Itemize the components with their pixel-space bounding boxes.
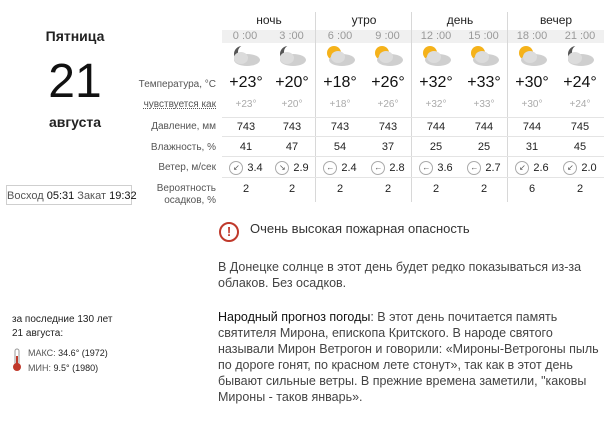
time-cell: 3 :00 <box>268 30 315 43</box>
label-precip-line1: Вероятность <box>156 183 216 194</box>
wind <box>556 161 604 175</box>
pressure: 745 <box>570 121 590 133</box>
row-divider <box>222 177 604 178</box>
wind-speed: 2.9 <box>293 161 309 174</box>
precip-probability: 2 <box>480 183 488 195</box>
pressure: 744 <box>426 121 446 133</box>
wind-direction-icon: ← <box>467 161 481 175</box>
history-min <box>28 363 98 373</box>
time-cell: 21 :00 <box>556 30 604 43</box>
precip-probability: 2 <box>432 183 440 195</box>
feels-like: +32° <box>425 99 447 110</box>
label-precip-line2: осадков, % <box>164 195 216 206</box>
temperature: +32° <box>419 74 453 91</box>
label-wind: Ветер, м/сек <box>158 162 216 173</box>
feels-like: +30° <box>521 99 543 110</box>
humidity: 41 <box>239 141 253 153</box>
row-divider <box>222 117 604 118</box>
history-max-label: МАКС: <box>28 348 56 358</box>
wind-speed: 2.4 <box>341 161 357 174</box>
precip-probability: 2 <box>576 183 584 195</box>
sunset-time: 19:32 <box>109 190 137 202</box>
humidity: 54 <box>333 141 347 153</box>
humidity: 31 <box>525 141 539 153</box>
moon-cloudy-icon <box>271 43 311 69</box>
label-humidity: Влажность, % <box>150 142 216 153</box>
period-evening: вечер <box>539 13 573 27</box>
history-min-value: 9.5° (1980) <box>53 363 99 373</box>
pressure: 743 <box>378 121 398 133</box>
folk-forecast-title: Народный прогноз погоды <box>218 310 371 324</box>
temperature: +20° <box>275 74 309 91</box>
wind-direction-icon: ↙ <box>515 161 529 175</box>
precip-probability: 6 <box>528 183 536 195</box>
pressure: 743 <box>330 121 350 133</box>
pressure: 743 <box>236 121 256 133</box>
humidity: 25 <box>429 141 443 153</box>
label-temperature: Температура, °С <box>138 79 216 90</box>
feels-like: +24° <box>569 99 591 110</box>
wind-direction-icon: ← <box>323 161 337 175</box>
sun-cloudy-icon <box>415 43 455 69</box>
label-pressure: Давление, мм <box>151 121 216 132</box>
wind-speed: 2.7 <box>485 161 501 174</box>
period-morning: утро <box>351 13 377 27</box>
precip-probability: 2 <box>288 183 296 195</box>
day-number: 21 <box>48 55 102 108</box>
sunset-label: Закат <box>77 190 107 202</box>
folk-forecast <box>218 309 600 405</box>
temperature: +33° <box>467 74 501 91</box>
history-max-value: 34.6° (1972) <box>58 348 108 358</box>
wind <box>364 161 412 175</box>
thermometer-icon <box>12 348 22 372</box>
feels-like: +33° <box>473 99 495 110</box>
temperature: +23° <box>229 74 263 91</box>
precip-probability: 2 <box>242 183 250 195</box>
pressure: 743 <box>282 121 302 133</box>
wind-speed: 2.0 <box>581 161 597 174</box>
sun-cloudy-icon <box>463 43 503 69</box>
row-divider <box>222 156 604 157</box>
wind-direction-icon: ↘ <box>275 161 289 175</box>
wind-direction-icon: ← <box>371 161 385 175</box>
temperature: +24° <box>563 74 597 91</box>
sun-times <box>6 185 137 205</box>
period-night: ночь <box>256 13 282 27</box>
sun-cloudy-icon <box>511 43 551 69</box>
feels-like: +20° <box>281 99 303 110</box>
history-max <box>28 348 108 358</box>
time-cell: 15 :00 <box>460 30 507 43</box>
time-cell: 0 :00 <box>222 30 268 43</box>
period-day: день <box>446 13 474 27</box>
wind <box>268 161 316 175</box>
time-cell: 18 :00 <box>508 30 556 43</box>
temperature: +26° <box>371 74 405 91</box>
history-min-label: МИН: <box>28 363 51 373</box>
precip-probability: 2 <box>336 183 344 195</box>
temperature: +18° <box>323 74 357 91</box>
wind <box>412 161 460 175</box>
feels-like: +23° <box>235 99 257 110</box>
folk-forecast-text: : В этот день почитается память святителя Мирона, епископа Критского. В народе святого называли Мирон Ветрогон и говорили: «Мироны-Ветрогоны пыль по дороге гонят, по красном лете стонут», так как в этот день бывают сильные ветры. В прежние времена заметили, "каковы Мироны - таков январь». <box>218 310 599 404</box>
sun-cloudy-icon <box>319 43 359 69</box>
wind-speed: 3.6 <box>437 161 453 174</box>
wind <box>508 161 556 175</box>
feels-like: +18° <box>329 99 351 110</box>
history-date: 21 августа: <box>12 328 64 339</box>
pressure: 744 <box>522 121 542 133</box>
label-precip <box>130 183 216 207</box>
wind-speed: 2.8 <box>389 161 405 174</box>
humidity: 25 <box>477 141 491 153</box>
wind-speed: 3.4 <box>247 161 263 174</box>
sunrise-time: 05:31 <box>46 190 75 202</box>
feels-like: +26° <box>377 99 399 110</box>
humidity: 45 <box>573 141 587 153</box>
sun-cloudy-icon <box>367 43 407 69</box>
month: августа <box>48 114 102 130</box>
temperature: +30° <box>515 74 549 91</box>
wind <box>222 161 270 175</box>
humidity: 37 <box>381 141 395 153</box>
time-cell: 12 :00 <box>412 30 460 43</box>
label-feels-like[interactable]: чувствуется как <box>143 99 216 110</box>
row-divider <box>222 136 604 137</box>
humidity: 47 <box>285 141 299 153</box>
moon-cloudy-icon <box>225 43 265 69</box>
history-caption: за последние 130 лет <box>12 314 113 325</box>
wind <box>316 161 364 175</box>
time-cell: 9 :00 <box>364 30 411 43</box>
wind-direction-icon: ↙ <box>229 161 243 175</box>
wind <box>460 161 508 175</box>
time-cell: 6 :00 <box>316 30 364 43</box>
wind-direction-icon: ← <box>419 161 433 175</box>
precip-probability: 2 <box>384 183 392 195</box>
wind-speed: 2.6 <box>533 161 549 174</box>
weekday: Пятница <box>45 28 105 44</box>
pressure: 744 <box>474 121 494 133</box>
forecast-description: В Донецке солнце в этот день будет редко показываться из-за облаков. Без осадков. <box>218 260 582 290</box>
warning-icon: ! <box>219 222 239 242</box>
wind-direction-icon: ↙ <box>563 161 577 175</box>
fire-danger-alert: Очень высокая пожарная опасность <box>250 221 470 236</box>
moon-cloudy-icon <box>559 43 599 69</box>
sunrise-label: Восход <box>7 190 44 202</box>
